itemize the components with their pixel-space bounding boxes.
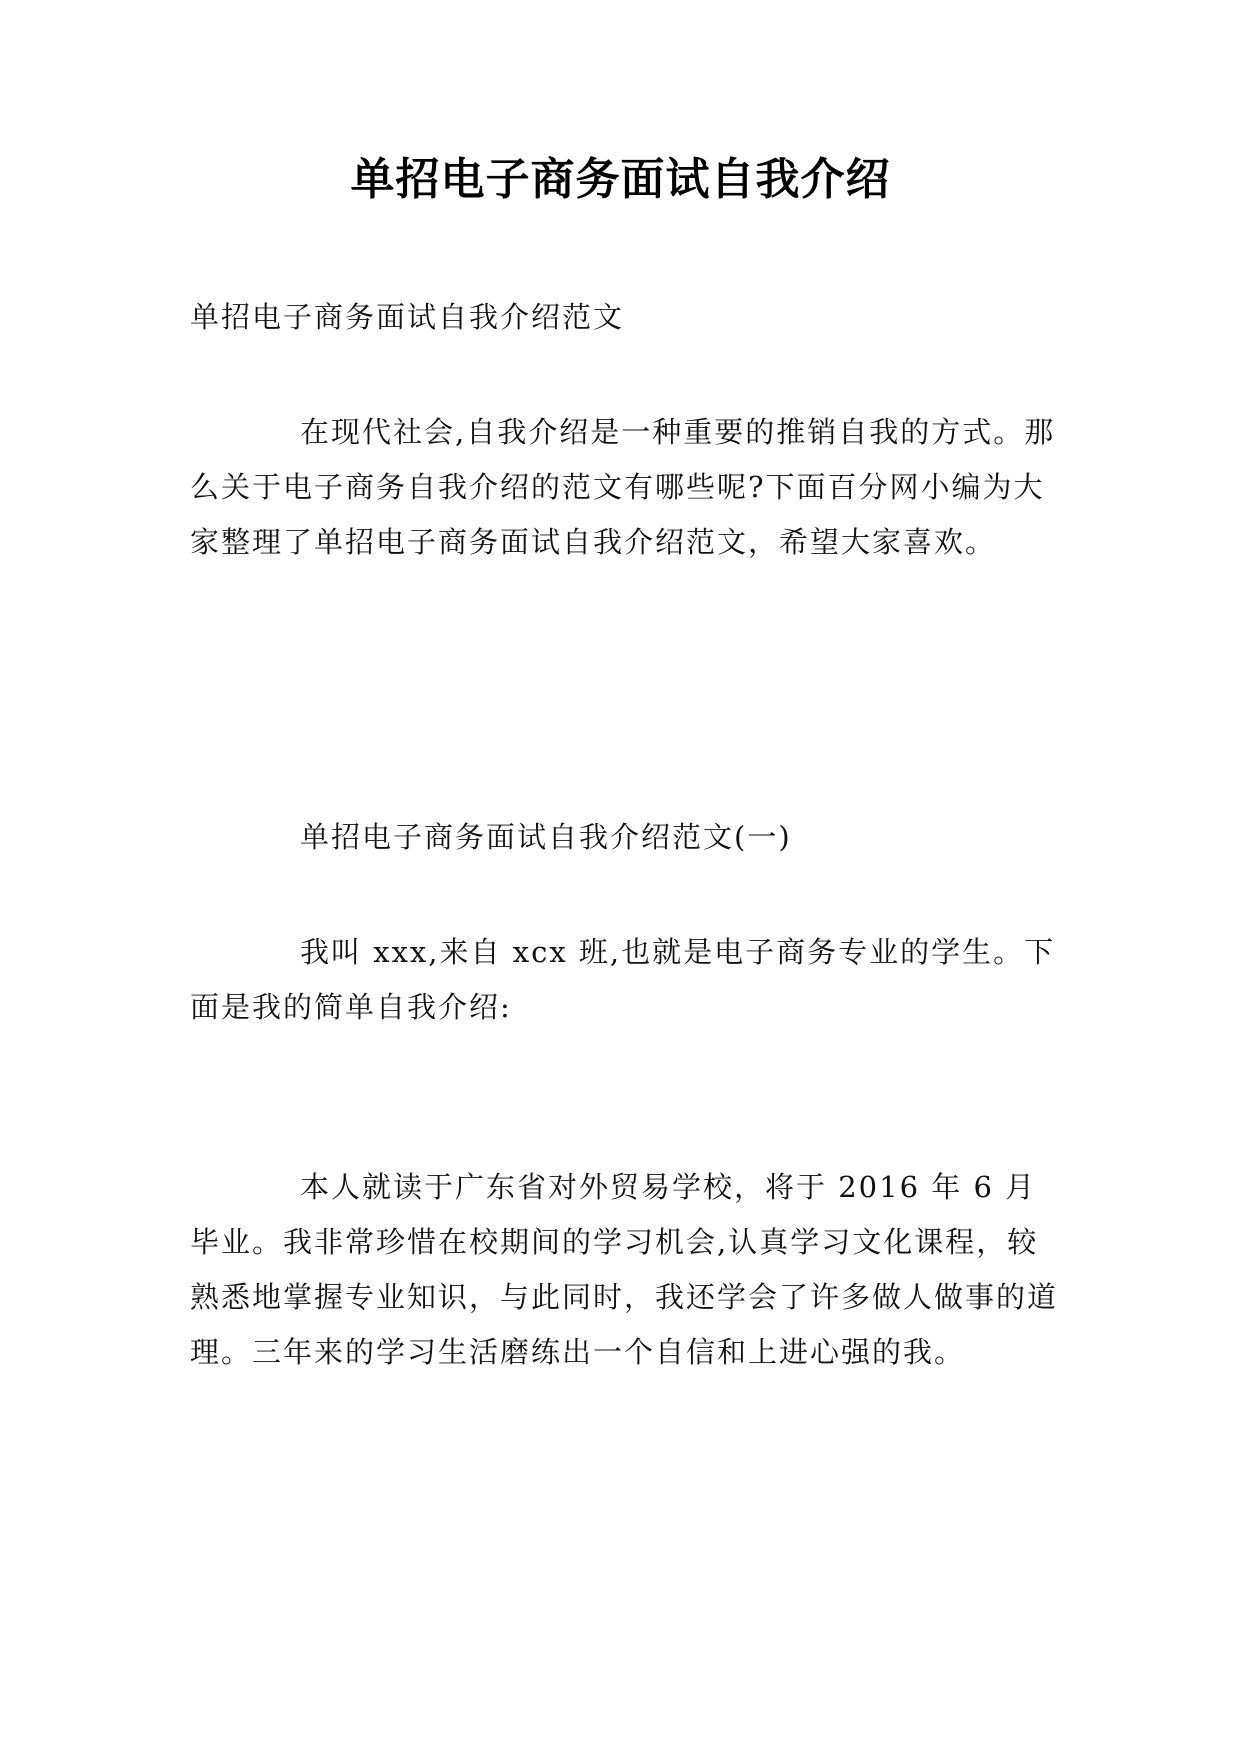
document-subtitle: 单招电子商务面试自我介绍范文	[190, 300, 625, 334]
body-paragraph-3: 本人就读于广东省对外贸易学校，将于 2016 年 6 月毕业。我非常珍惜在校期间的学习机会,认真学习文化课程，较熟悉地掌握专业知识，与此同时，我还学会了许多做人做事的道理。三年来的学习生活磨练出一个自信和上进心强的我。	[190, 1170, 1059, 1369]
section-heading: 单招电子商务面试自我介绍范文(一)	[300, 820, 792, 854]
intro-paragraph: 在现代社会,自我介绍是一种重要的推销自我的方式。那么关于电子商务自我介绍的范文有哪些呢?下面百分网小编为大家整理了单招电子商务面试自我介绍范文，希望大家喜欢。	[190, 415, 1056, 559]
page-title: 单招电子商务面试自我介绍	[350, 154, 891, 205]
body-paragraph-2: 我叫 xxx,来自 xcx 班,也就是电子商务专业的学生。下面是我的简单自我介绍:	[190, 935, 1056, 1024]
